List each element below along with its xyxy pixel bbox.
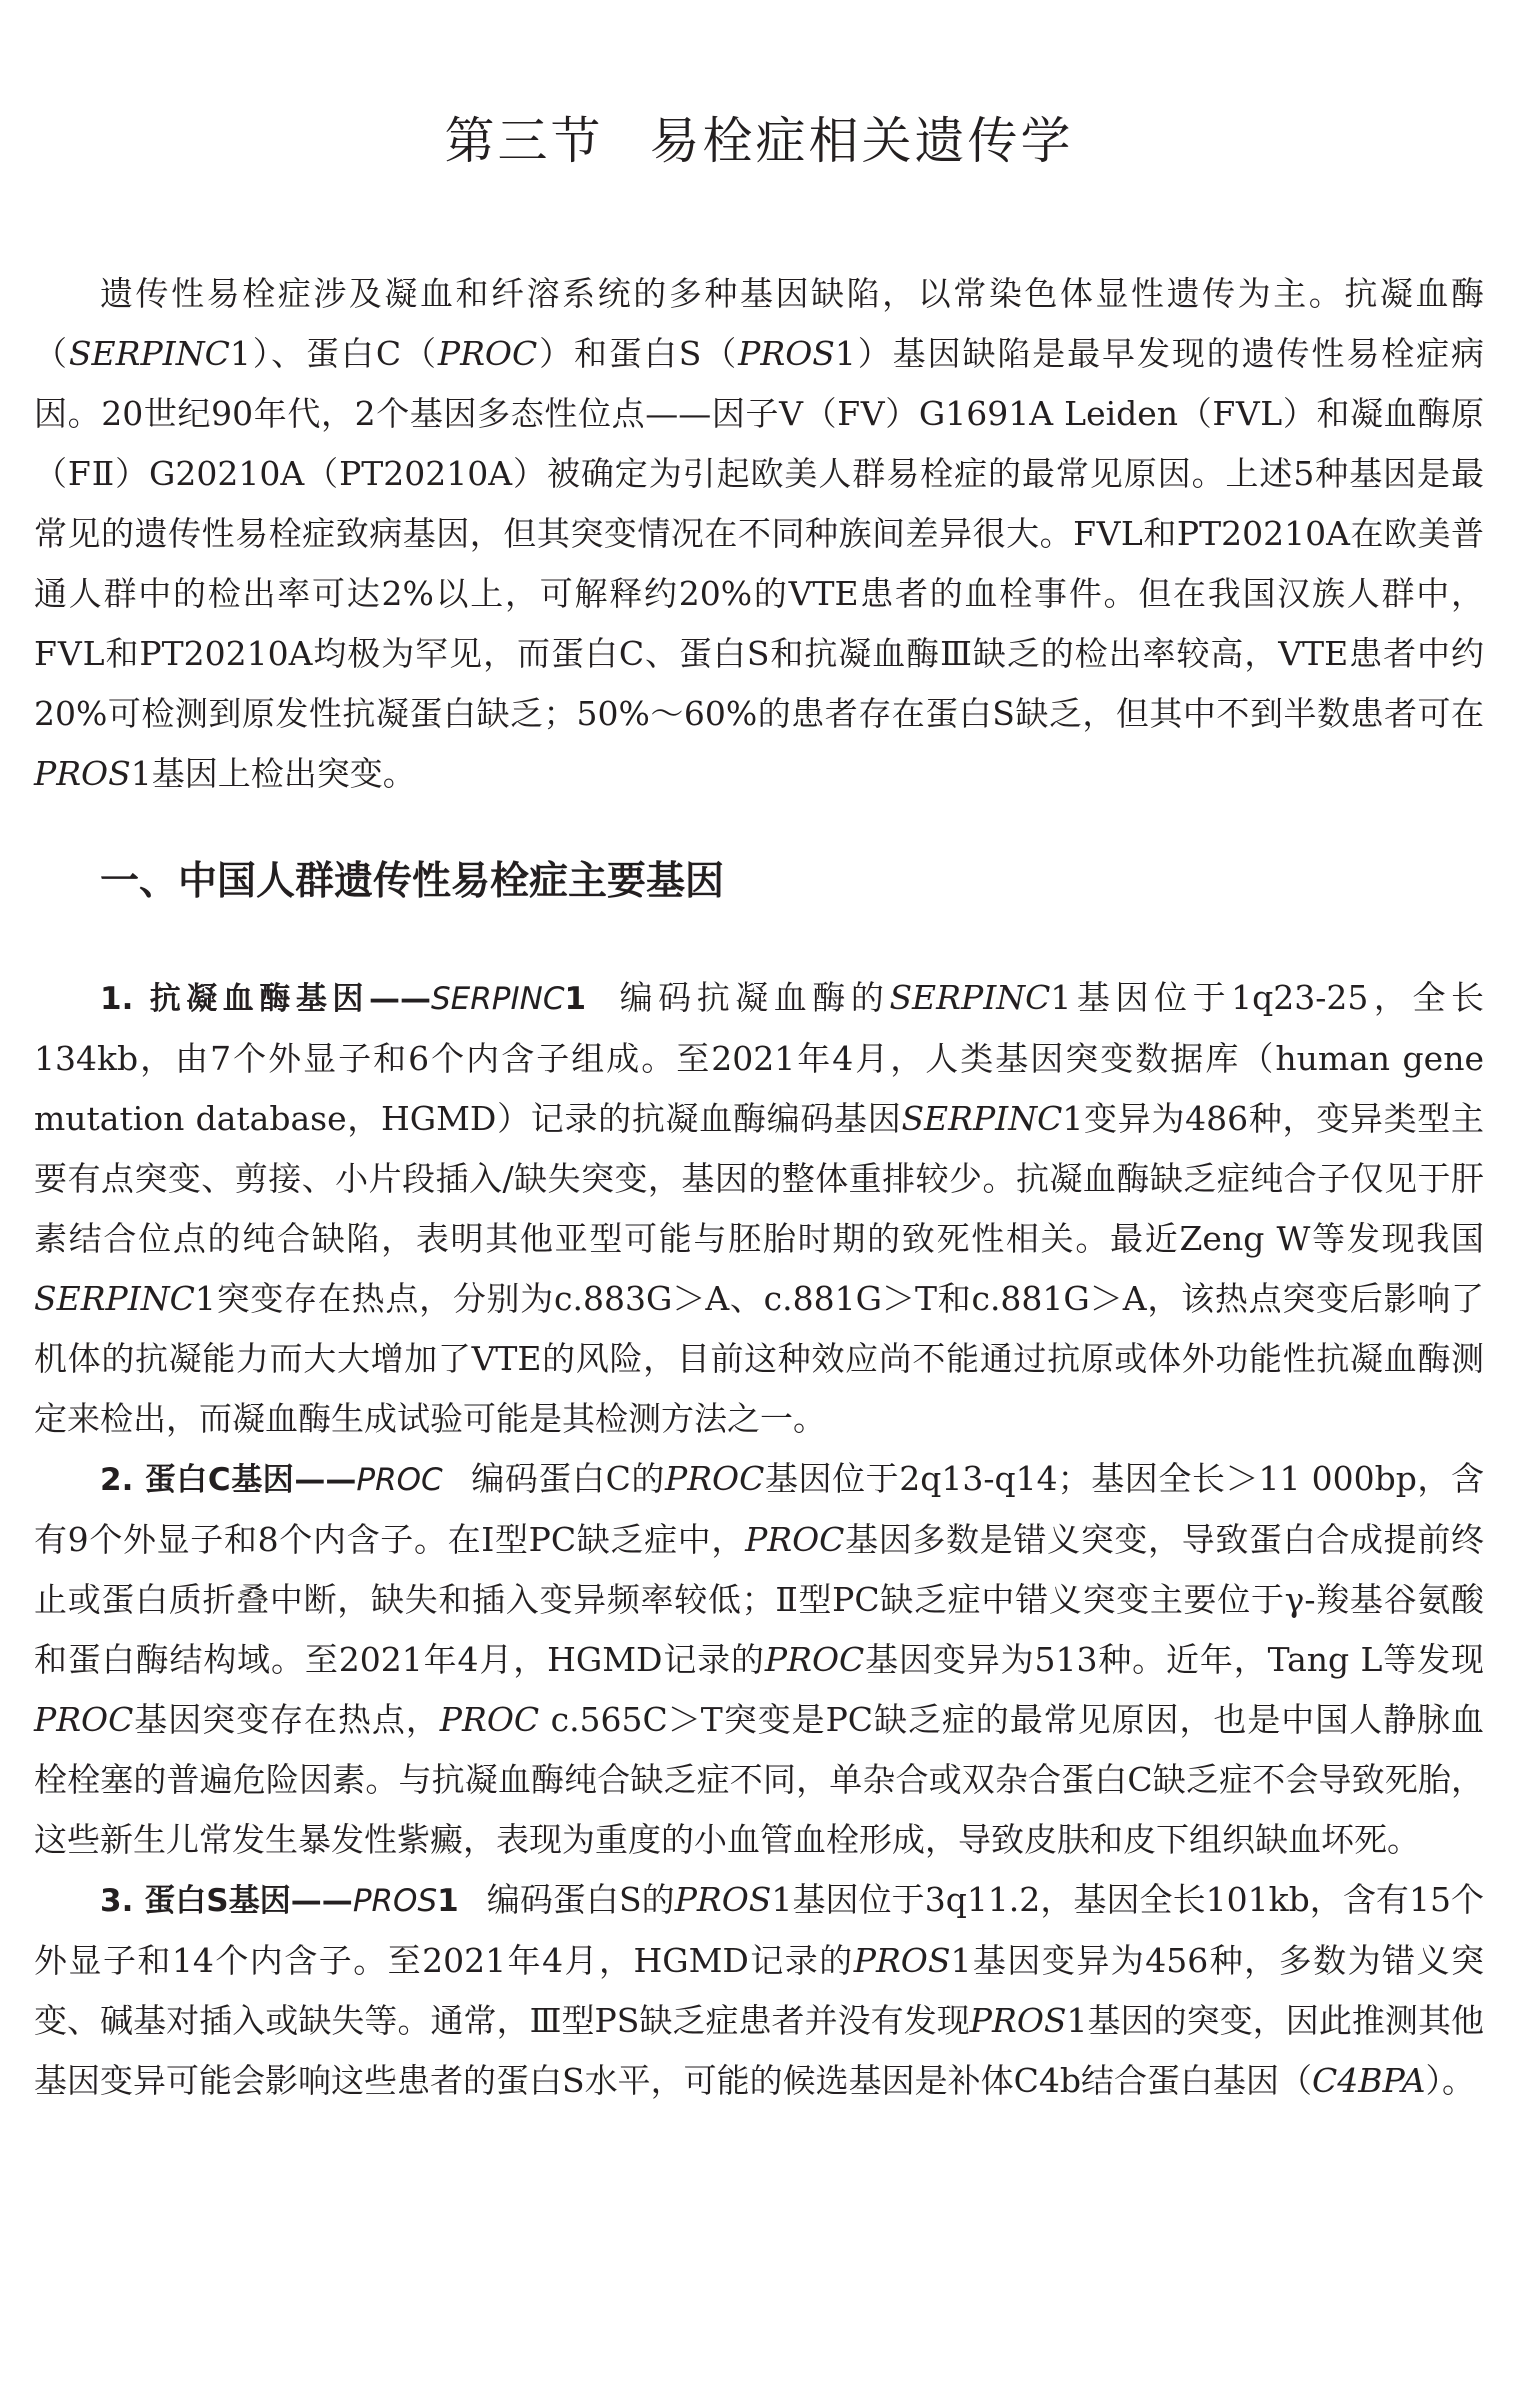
item-label-text: 3. 蛋白S基因—— xyxy=(100,1883,353,1919)
item-text: c.565C＞T突变是PC缺乏症的最常见原因，也是中国人静脉血栓栓塞的普遍危险因素。与抗凝血酶纯合缺乏症不同，单杂合或双杂合蛋白C缺乏症不会导致死胎，这些新生儿常发生暴发性紫癜，表现为重度的小血管血栓形成，导致皮肤和皮下组织缺血坏死。 xyxy=(34,1700,1485,1859)
item-text: ）。 xyxy=(1425,2061,1475,2100)
gene-name: SERPINC xyxy=(34,1279,195,1318)
gene-name: PROC xyxy=(745,1520,845,1559)
gene-name: PROS xyxy=(738,334,835,373)
item-label xyxy=(100,1883,487,1919)
item-serpinc1 xyxy=(34,968,1484,1449)
item-text: 1基因位于3q11.2，基因全长101kb，含有15个外显子和14个内含子。至2021年4月，HGMD记录的 xyxy=(34,1880,1485,1980)
intro-text-5: 1基因上检出突变。 xyxy=(130,754,416,793)
item-text: 基因多数是错义突变，导致蛋白合成提前终止或蛋白质折叠中断，缺失和插入变异频率较低；Ⅱ型PC缺乏症中错义突变主要位于γ-羧基谷氨酸和蛋白酶结构域。至2021年4月，HGMD记录的 xyxy=(34,1520,1485,1679)
item-label-text: 1. 抗凝血酶基因—— xyxy=(100,981,431,1017)
intro-text-3: ）和蛋白S（ xyxy=(537,334,739,373)
item-label-gene-suffix: 1 xyxy=(437,1883,459,1919)
item-label-text: 2. 蛋白C基因—— xyxy=(100,1462,357,1498)
gene-name: PROC xyxy=(439,1700,540,1739)
item-label-gene: PROC xyxy=(356,1462,443,1498)
section-title xyxy=(34,0,1484,176)
gene-name: SERPINC xyxy=(68,334,230,373)
item-label-gene-suffix: 1 xyxy=(564,981,587,1017)
gene-name: PROC xyxy=(764,1640,865,1679)
intro-paragraph xyxy=(34,264,1484,804)
item-pros1 xyxy=(34,1870,1484,2111)
section-number: 第三节 xyxy=(444,112,604,170)
intro-text-1: 遗传性易栓症涉及凝血和纤溶系统的多种基因缺陷，以常染色体显性遗传为主。抗凝血酶（ xyxy=(34,274,1484,373)
item-text: 基因位于2q13-q14；基因全长＞11 000bp，含有9个外显子和8个内含子。在Ⅰ型PC缺乏症中， xyxy=(34,1459,1485,1559)
gene-name: C4BPA xyxy=(1311,2061,1426,2100)
intro-text-2: 1）、蛋白C（ xyxy=(229,334,438,373)
item-text: 1变异为486种，变异类型主要有点突变、剪接、小片段插入/缺失突变，基因的整体重排较少。抗凝血酶缺乏症纯合子仅见于肝素结合位点的纯合缺陷，表明其他亚型可能与胚胎时期的致死性相关。最近Zeng W等发现我国 xyxy=(34,1099,1484,1258)
item-text: 基因突变存在热点， xyxy=(133,1700,440,1739)
item-label xyxy=(100,981,614,1017)
gene-name: SERPINC xyxy=(889,978,1051,1017)
item-label xyxy=(100,1462,471,1498)
item-text: 1突变存在热点，分别为c.883G＞A、c.881G＞T和c.881G＞A，该热点突变后影响了机体的抗凝能力而大大增加了VTE的风险，目前这种效应尚不能通过抗原或体外功能性抗凝血酶测定来检出，而凝血酶生成试验可能是其检测方法之一。 xyxy=(34,1279,1484,1438)
item-label-gene: SERPINC xyxy=(430,981,565,1017)
document-page xyxy=(34,0,1484,2111)
section-title-text: 易栓症相关遗传学 xyxy=(649,112,1074,170)
gene-name: PROC xyxy=(34,1700,134,1739)
item-text: 编码蛋白S的 xyxy=(486,1880,675,1919)
item-label-gene: PROS xyxy=(352,1883,438,1919)
item-proc xyxy=(34,1449,1484,1870)
intro-text-4: 1）基因缺陷是最早发现的遗传性易栓症病因。20世纪90年代，2个基因多态性位点——因子Ⅴ（FⅤ）G1691A Leiden（FⅤL）和凝血酶原（FⅡ）G20210A（PT20210A）被确定为引起欧美人群易栓症的最常见原因。上述5种基因是最常见的遗传性易栓症致病基因，但其突变情况在不同种族间差异很大。FⅤL和PT20210A在欧美普通人群中的检出率可达2%以上，可解释约20%的VTE患者的血栓事件。但在我国汉族人群中，FⅤL和PT20210A均极为罕见，而蛋白C、蛋白S和抗凝血酶Ⅲ缺乏的检出率较高，VTE患者中约20%可检测到原发性抗凝蛋白缺乏；50%～60%的患者存在蛋白S缺乏，但其中不到半数患者可在 xyxy=(34,334,1485,733)
gene-name: SERPINC xyxy=(901,1099,1063,1138)
gene-name: PROC xyxy=(665,1459,765,1498)
item-text: 1基因的突变，因此推测其他基因变异可能会影响这些患者的蛋白S水平，可能的候选基因是补体C4b结合蛋白基因（ xyxy=(34,2001,1485,2100)
item-text: 编码抗凝血酶的 xyxy=(614,978,890,1017)
item-text: 1基因变异为456种，多数为错义突变、碱基对插入或缺失等。通常，Ⅲ型PS缺乏症患者并没有发现 xyxy=(34,1941,1484,2040)
gene-name: PROC xyxy=(437,334,538,373)
gene-name: PROS xyxy=(674,1880,772,1919)
item-text: 1基因位于1q23-25，全长134kb，由7个外显子和6个内含子组成。至2021年4月，人类基因突变数据库（human gene mutation database，HGMD）记录的抗凝血酶编码基因 xyxy=(34,978,1485,1138)
gene-name: PROS xyxy=(853,1941,951,1980)
gene-name: PROS xyxy=(969,2001,1067,2040)
gene-name: PROS xyxy=(34,754,131,793)
sub-heading: 一、中国人群遗传性易栓症主要基因 xyxy=(100,859,725,904)
item-text: 基因变异为513种。近年，Tang L等发现 xyxy=(864,1640,1484,1679)
item-text: 编码蛋白C的 xyxy=(470,1459,665,1498)
